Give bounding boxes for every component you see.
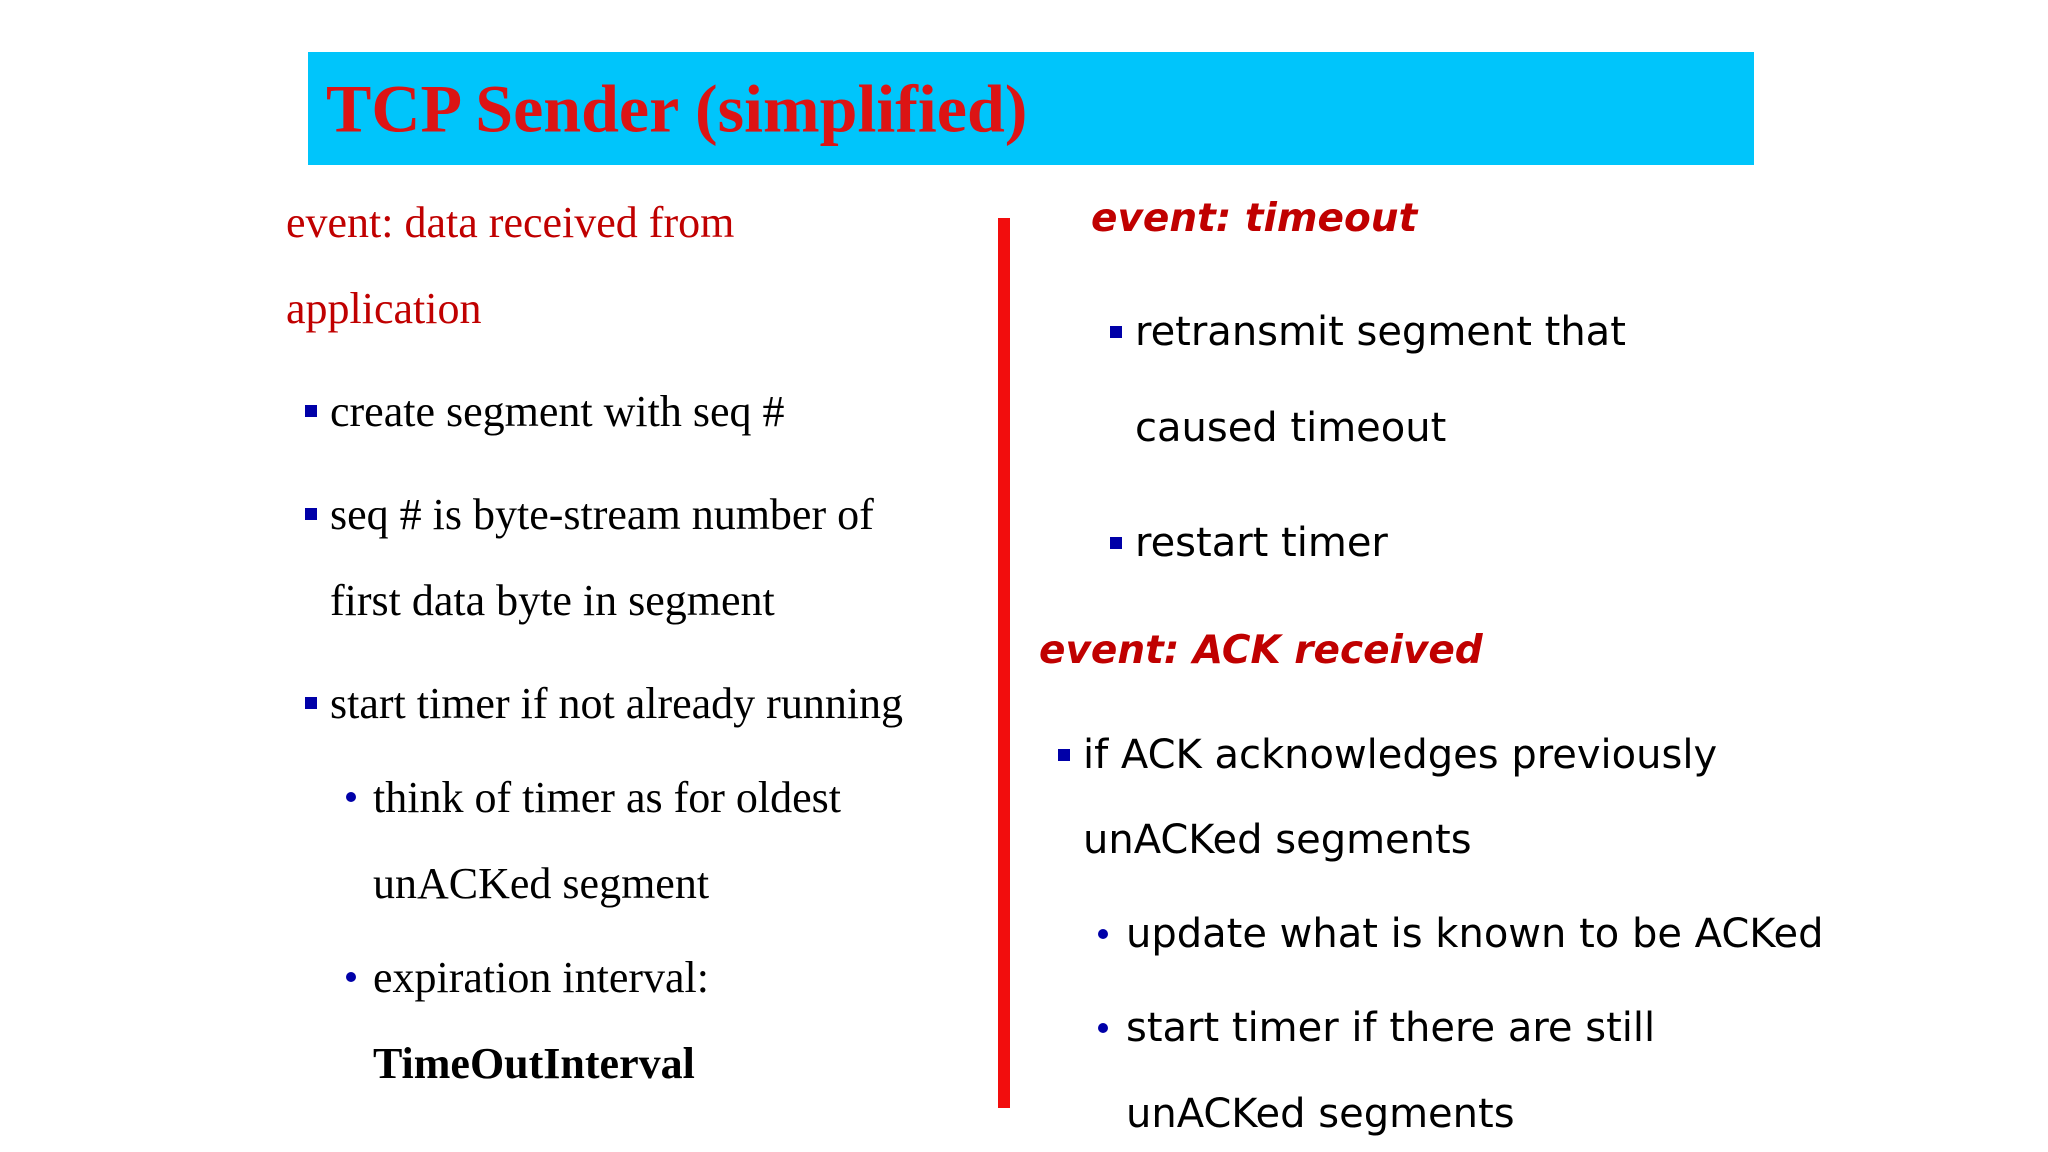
bullet-dot-icon (346, 972, 356, 982)
column-divider (998, 218, 1010, 1108)
bullet-square-icon (305, 405, 317, 417)
left-bullet-1: create segment with seq # (330, 387, 785, 436)
bullet-square-icon (1058, 749, 1070, 761)
left-event-heading-line1: event: data received from (286, 198, 735, 247)
slide-title: TCP Sender (simplified) (326, 70, 1028, 146)
bullet-square-icon (1110, 537, 1122, 549)
left-event-heading-line2: application (286, 284, 482, 333)
left-bullet-2-line2: first data byte in segment (330, 576, 775, 625)
bullet-dot-icon (1098, 929, 1108, 939)
ack-sub-bullet-1: update what is known to be ACKed (1126, 911, 1824, 957)
title-bar (308, 52, 1754, 165)
timeout-bullet-1-line2: caused timeout (1135, 405, 1447, 451)
ack-sub-bullet-2-line2: unACKed segments (1126, 1091, 1515, 1137)
ack-bullet-1-line2: unACKed segments (1083, 817, 1472, 863)
ack-heading: event: ACK received (1039, 628, 1483, 673)
bullet-square-icon (1110, 326, 1122, 338)
left-sub-bullet-1-line1: think of timer as for oldest (373, 773, 842, 822)
left-bullet-3: start timer if not already running (330, 679, 904, 728)
timeout-bullet-2: restart timer (1135, 520, 1388, 566)
left-sub-bullet-1-line2: unACKed segment (373, 859, 710, 908)
left-bullet-2-line1: seq # is byte-stream number of (330, 490, 874, 539)
left-sub-bullet-2-line1: expiration interval: (373, 953, 709, 1002)
bullet-square-icon (305, 697, 317, 709)
ack-bullet-1-line1: if ACK acknowledges previously (1083, 732, 1718, 778)
bullet-square-icon (305, 508, 317, 520)
ack-sub-bullet-2-line1: start timer if there are still (1126, 1005, 1656, 1051)
timeout-bullet-1-line1: retransmit segment that (1135, 309, 1626, 355)
left-sub-bullet-2-line2: TimeOutInterval (373, 1039, 695, 1088)
bullet-dot-icon (346, 792, 356, 802)
bullet-dot-icon (1098, 1023, 1108, 1033)
timeout-heading: event: timeout (1091, 196, 1418, 241)
